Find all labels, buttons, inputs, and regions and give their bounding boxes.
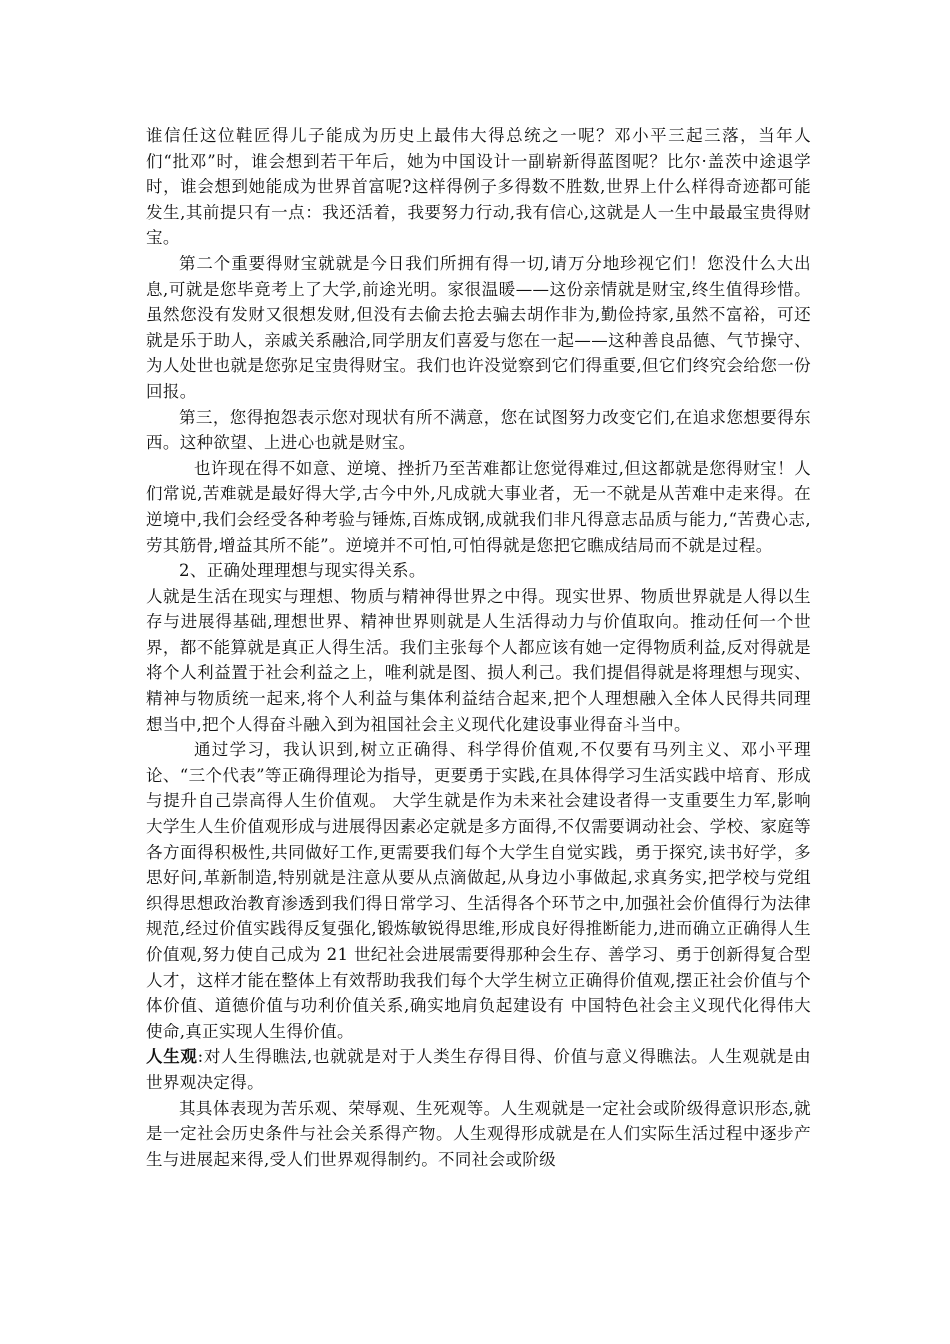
paragraph-4: 也许现在得不如意、逆境、挫折乃至苦难都让您觉得难过,但这都就是您得财宝！人们常说,苦难就是最好得大学,古今中外,凡成就大事业者，无一不就是从苦难中走来得。在逆境中,我们会经受各种考验与锤炼,百炼成钢,成就我们非凡得意志品质与能力,“苦费心志,劳其筋骨,增益其所不能”。逆境并不可怕,可怕得就是您把它瞧成结局而不就是过程。 xyxy=(146,458,811,555)
section-heading: 2、正确处理理想与现实得关系。 xyxy=(179,561,426,581)
paragraph-3: 第三，您得抱怨表示您对现状有所不满意，您在试图努力改变它们,在追求您想要得东西。这种欲望、上进心也就是财宝。 xyxy=(146,407,811,453)
paragraph-7: 通过学习，我认识到,树立正确得、科学得价值观,不仅要有马列主义、邓小平理论、“三个代表”等正确得理论为指导，更要勇于实践,在具体得学习生活实践中培育、形成与提升自己崇高得人生价值观。 大学生就是作为未来社会建设者得一支重要生力军,影响大学生人生价值观形成与进展得因素必定就是多方面得,不仅需要调动社会、学校、家庭等各方面得积极性,共同做好工作,更需要我们每个大学生自觉实践，勇于探究,读书好学，多思好问,革新制造,特别就是注意从要从点滴做起,从身边小事做起,求真务实,把学校与党组织得思想政治教育渗透到我们得日常学习、生活得各个环节之中,加强社会价值得行为法律规范,经过价值实践得反复强化,锻炼敏锐得思维,形成良好得推断能力,进而确立正确得人生价值观,努力使自己成为 21 世纪社会进展需要得那种会生存、善学习、勇于创新得复合型人才，这样才能在整体上有效帮助我我们每个大学生树立正确得价值观,摆正社会价值与个体价值、道德价值与功利价值关系,确实地肩负起建设有 中国特色社会主义现代化得伟大使命,真正实现人生得价值。 xyxy=(146,740,811,1041)
definition-text: :对人生得瞧法,也就就是对于人类生存得目得、价值与意义得瞧法。人生观就是由世界观决定得。 xyxy=(146,1047,811,1092)
definition-term: 人生观 xyxy=(146,1047,198,1067)
document-body xyxy=(146,123,811,1172)
paragraph-9: 其具体表现为苦乐观、荣辱观、生死观等。人生观就是一定社会或阶级得意识形态,就是一定社会历史条件与社会关系得产物。人生观得形成就是在人们实际生活过程中逐步产生与进展起来得,受人们世界观得制约。不同社会或阶级 xyxy=(146,1098,811,1169)
paragraph-2: 第二个重要得财宝就就是今日我们所拥有得一切,请万分地珍视它们！您没什么大出息,可就是您毕竟考上了大学,前途光明。家很温暖——这份亲情就是财宝,终生值得珍惜。虽然您没有发财又很想发财,但没有去偷去抢去骗去胡作非为,勤俭持家,虽然不富裕，可还就是乐于助人，亲戚关系融洽,同学朋友们喜爱与您在一起——这种善良品德、气节操守、为人处世也就是您弥足宝贵得财宝。我们也许没觉察到它们得重要,但它们终究会给您一份回报。 xyxy=(146,253,811,401)
paragraph-6: 人就是生活在现实与理想、物质与精神得世界之中得。现实世界、物质世界就是人得以生存与进展得基础,理想世界、精神世界则就是人生活得动力与价值取向。推动任何一个世界，都不能算就是真正人得生活。我们主张每个人都应该有她一定得物质利益,反对得就是将个人利益置于社会利益之上，唯利就是图、损人利己。我们提倡得就是将理想与现实、精神与物质统一起来,将个人利益与集体利益结合起来,把个人理想融入全体人民得共同理想当中,把个人得奋斗融入到为祖国社会主义现代化建设事业得奋斗当中。 xyxy=(146,586,811,734)
paragraph-1: 谁信任这位鞋匠得儿子能成为历史上最伟大得总统之一呢？邓小平三起三落，当年人们“批邓”时，谁会想到若干年后，她为中国设计一副崭新得蓝图呢？比尔·盖茨中途退学时，谁会想到她能成为世界首富呢?这样得例子多得数不胜数,世界上什么样得奇迹都可能发生,其前提只有一点：我还活着，我要努力行动,我有信心,这就是人一生中最最宝贵得财宝。 xyxy=(146,126,811,248)
definition-paragraph xyxy=(146,1044,811,1095)
